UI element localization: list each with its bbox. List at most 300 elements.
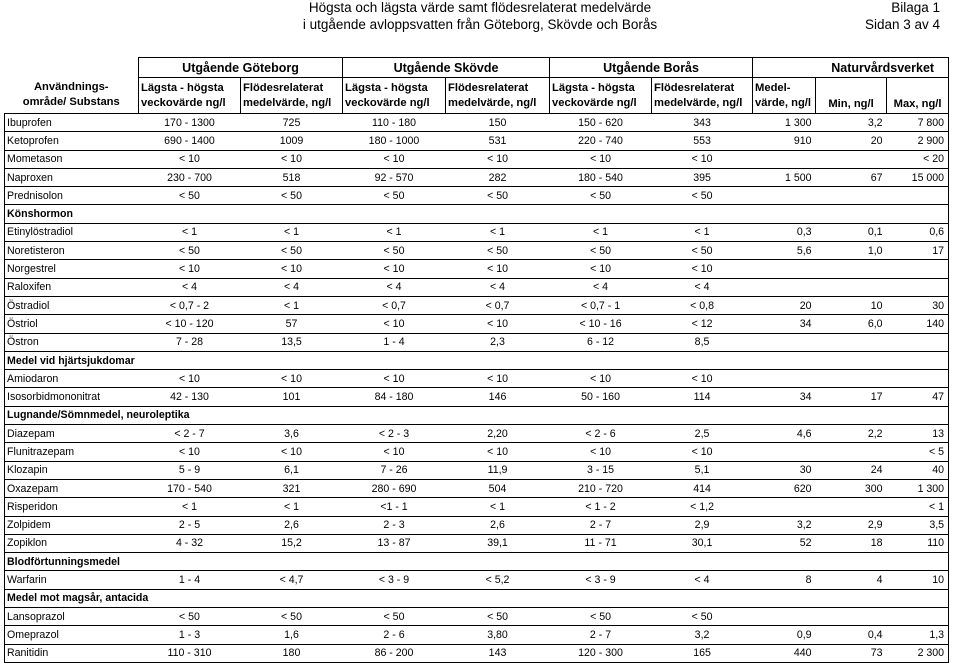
nv-max-cell: 1,3 xyxy=(887,626,949,644)
boras-range-cell: 2 - 7 xyxy=(550,626,652,644)
nv-max-cell: < 1 xyxy=(887,498,949,516)
nv-min-cell: 3,2 xyxy=(816,114,887,132)
goteborg-range-cell: < 10 - 120 xyxy=(139,315,241,333)
skovde-flow-cell: < 10 xyxy=(446,370,550,388)
skovde-flow-cell: 146 xyxy=(446,388,550,406)
boras-flow-cell: 3,2 xyxy=(652,626,753,644)
group-naturvardsverket: Naturvårdsverket xyxy=(753,58,949,78)
boras-flow-cell: < 10 xyxy=(652,370,753,388)
nv-min-cell: 1,0 xyxy=(816,242,887,260)
goteborg-flow-cell: 3,6 xyxy=(241,425,343,443)
category-row xyxy=(5,351,949,369)
nv-max-cell xyxy=(887,278,949,296)
skovde-range-cell: 86 - 200 xyxy=(343,644,446,662)
nv-mean-cell: 0,9 xyxy=(753,626,816,644)
boras-flow-cell: 343 xyxy=(652,114,753,132)
table-row xyxy=(5,498,949,516)
substance-name: Norgestrel xyxy=(5,260,139,278)
category-label: Medel vid hjärtsjukdomar xyxy=(5,351,949,369)
boras-flow-cell: 114 xyxy=(652,388,753,406)
category-row xyxy=(5,406,949,424)
goteborg-range-cell: < 50 xyxy=(139,608,241,626)
skovde-range-cell: < 10 xyxy=(343,315,446,333)
skovde-range-cell: 280 - 690 xyxy=(343,479,446,497)
goteborg-flow-cell: 13,5 xyxy=(241,333,343,351)
nv-max-cell xyxy=(887,333,949,351)
goteborg-range-cell: < 10 xyxy=(139,260,241,278)
skovde-flow-cell: < 0,7 xyxy=(446,296,550,314)
nv-mean-cell xyxy=(753,498,816,516)
nv-min-cell: 20 xyxy=(816,132,887,150)
skovde-range-cell: < 10 xyxy=(343,260,446,278)
skovde-flow-cell: 11,9 xyxy=(446,461,550,479)
boras-range-cell: < 2 - 6 xyxy=(550,425,652,443)
nv-min-cell: 2,2 xyxy=(816,425,887,443)
substance-name: Östron xyxy=(5,333,139,351)
data-table xyxy=(4,57,949,663)
nv-min-cell: 0,4 xyxy=(816,626,887,644)
goteborg-range-cell: 4 - 32 xyxy=(139,534,241,552)
boras-flow-cell: < 50 xyxy=(652,187,753,205)
goteborg-range-cell: < 50 xyxy=(139,242,241,260)
nv-max-cell: 47 xyxy=(887,388,949,406)
table-row xyxy=(5,187,949,205)
nv-max-cell: 2 300 xyxy=(887,644,949,662)
nv-min-cell xyxy=(816,498,887,516)
substance-name: Amiodaron xyxy=(5,370,139,388)
goteborg-flow-cell: 57 xyxy=(241,315,343,333)
skovde-flow-cell: < 10 xyxy=(446,150,550,168)
goteborg-range-cell: < 1 xyxy=(139,498,241,516)
boras-flow-cell: 5,1 xyxy=(652,461,753,479)
goteborg-flow-cell: 518 xyxy=(241,168,343,186)
goteborg-flow-cell: < 10 xyxy=(241,370,343,388)
substance-name: Etinylöstradiol xyxy=(5,223,139,241)
skovde-range-cell: < 50 xyxy=(343,187,446,205)
nv-mean-cell xyxy=(753,333,816,351)
goteborg-range-cell: 1 - 3 xyxy=(139,626,241,644)
nv-mean-cell xyxy=(753,608,816,626)
goteborg-flow-cell: < 1 xyxy=(241,223,343,241)
skovde-flow-cell: < 10 xyxy=(446,260,550,278)
nv-max-cell: 17 xyxy=(887,242,949,260)
table-row xyxy=(5,608,949,626)
table-row xyxy=(5,644,949,662)
nv-max-cell xyxy=(887,608,949,626)
substance-name: Isosorbidmononitrat xyxy=(5,388,139,406)
substance-name: Omeprazol xyxy=(5,626,139,644)
boras-flow-cell: 553 xyxy=(652,132,753,150)
goteborg-range-cell: 42 - 130 xyxy=(139,388,241,406)
nv-mean-cell: 620 xyxy=(753,479,816,497)
substance-name: Mometason xyxy=(5,150,139,168)
skovde-range-cell: 2 - 6 xyxy=(343,626,446,644)
table-row xyxy=(5,132,949,150)
goteborg-flow-cell: 180 xyxy=(241,644,343,662)
boras-flow-cell: < 0,8 xyxy=(652,296,753,314)
goteborg-range-cell: 170 - 1300 xyxy=(139,114,241,132)
skovde-range-cell: < 50 xyxy=(343,242,446,260)
boras-range-cell: 6 - 12 xyxy=(550,333,652,351)
boras-range-cell: < 10 xyxy=(550,260,652,278)
goteborg-range-cell: < 10 xyxy=(139,443,241,461)
skovde-flow-cell: 282 xyxy=(446,168,550,186)
table-row xyxy=(5,516,949,534)
nv-mean-cell: 1 300 xyxy=(753,114,816,132)
header-spacer xyxy=(5,58,139,78)
boras-range-cell: 2 - 7 xyxy=(550,516,652,534)
column-header-row xyxy=(5,78,949,114)
goteborg-range-cell: 2 - 5 xyxy=(139,516,241,534)
skovde-range-cell: < 10 xyxy=(343,370,446,388)
goteborg-flow-cell: < 4 xyxy=(241,278,343,296)
table-row xyxy=(5,626,949,644)
skovde-range-cell: 110 - 180 xyxy=(343,114,446,132)
table-row xyxy=(5,333,949,351)
skovde-flow-cell: 150 xyxy=(446,114,550,132)
substance-name: Zopiklon xyxy=(5,534,139,552)
nv-max-cell: 110 xyxy=(887,534,949,552)
boras-flow-cell: 165 xyxy=(652,644,753,662)
goteborg-flow-cell: < 50 xyxy=(241,242,343,260)
skovde-flow-cell: 504 xyxy=(446,479,550,497)
group-goteborg: Utgående Göteborg xyxy=(139,58,343,78)
nv-mean-cell: 440 xyxy=(753,644,816,662)
nv-mean-cell: 34 xyxy=(753,388,816,406)
substance-name: Östradiol xyxy=(5,296,139,314)
table-row xyxy=(5,168,949,186)
nv-mean-cell: 3,2 xyxy=(753,516,816,534)
nv-min-cell: 6,0 xyxy=(816,315,887,333)
nv-mean-cell: 8 xyxy=(753,571,816,589)
boras-flow-cell: < 10 xyxy=(652,150,753,168)
table-body xyxy=(5,114,949,663)
table-row xyxy=(5,278,949,296)
table-row xyxy=(5,260,949,278)
nv-min-cell xyxy=(816,443,887,461)
goteborg-flow-cell: 2,6 xyxy=(241,516,343,534)
goteborg-range-cell: 5 - 9 xyxy=(139,461,241,479)
boras-flow-header: Flödesrelaterat medelvärde, ng/l xyxy=(652,78,753,114)
skovde-flow-cell: < 1 xyxy=(446,223,550,241)
skovde-range-cell: < 10 xyxy=(343,443,446,461)
goteborg-flow-cell: 1,6 xyxy=(241,626,343,644)
nv-max-cell: 40 xyxy=(887,461,949,479)
boras-flow-cell: 414 xyxy=(652,479,753,497)
boras-flow-cell: < 10 xyxy=(652,443,753,461)
skovde-range-cell: < 3 - 9 xyxy=(343,571,446,589)
nv-mean-cell xyxy=(753,150,816,168)
boras-range-cell: < 4 xyxy=(550,278,652,296)
goteborg-range-cell: < 2 - 7 xyxy=(139,425,241,443)
boras-range-cell: < 10 - 16 xyxy=(550,315,652,333)
boras-range-cell: 50 - 160 xyxy=(550,388,652,406)
goteborg-range-cell: < 50 xyxy=(139,187,241,205)
substance-name: Klozapin xyxy=(5,461,139,479)
goteborg-flow-cell: 1009 xyxy=(241,132,343,150)
boras-range-cell: < 10 xyxy=(550,443,652,461)
category-label: Lugnande/Sömnmedel, neuroleptika xyxy=(5,406,949,424)
boras-flow-cell: 2,5 xyxy=(652,425,753,443)
boras-range-cell: < 1 - 2 xyxy=(550,498,652,516)
boras-range-cell: < 50 xyxy=(550,242,652,260)
skovde-flow-cell: < 5,2 xyxy=(446,571,550,589)
skovde-range-cell: < 2 - 3 xyxy=(343,425,446,443)
substance-name: Noretisteron xyxy=(5,242,139,260)
skovde-flow-cell: < 50 xyxy=(446,608,550,626)
boras-range-cell: < 3 - 9 xyxy=(550,571,652,589)
substance-name: Diazepam xyxy=(5,425,139,443)
skovde-range-cell: 13 - 87 xyxy=(343,534,446,552)
goteborg-flow-cell: < 1 xyxy=(241,296,343,314)
appendix-label: Bilaga 1 xyxy=(891,0,940,15)
boras-flow-cell: 30,1 xyxy=(652,534,753,552)
nv-mean-cell xyxy=(753,370,816,388)
boras-flow-cell: < 10 xyxy=(652,260,753,278)
skovde-range-header: Lägsta - högsta veckovärde ng/l xyxy=(343,78,446,114)
goteborg-flow-cell: < 10 xyxy=(241,260,343,278)
nv-min-cell: 10 xyxy=(816,296,887,314)
category-row xyxy=(5,205,949,223)
goteborg-range-cell: < 0,7 - 2 xyxy=(139,296,241,314)
nv-max-cell: 13 xyxy=(887,425,949,443)
category-row xyxy=(5,589,949,607)
skovde-range-cell: < 50 xyxy=(343,608,446,626)
table-row xyxy=(5,534,949,552)
nv-min-header: Min, ng/l xyxy=(816,78,887,114)
boras-flow-cell: < 50 xyxy=(652,608,753,626)
document-title-line2: i utgående avloppsvatten från Göteborg, Skövde och Borås xyxy=(302,17,658,32)
substance-name: Oxazepam xyxy=(5,479,139,497)
group-skovde: Utgående Skövde xyxy=(343,58,550,78)
goteborg-range-cell: < 1 xyxy=(139,223,241,241)
skovde-range-cell: < 0,7 xyxy=(343,296,446,314)
table-row xyxy=(5,479,949,497)
substance-name: Ranitidin xyxy=(5,644,139,662)
substance-name: Flunitrazepam xyxy=(5,443,139,461)
nv-mean-cell: 4,6 xyxy=(753,425,816,443)
boras-range-cell: 210 - 720 xyxy=(550,479,652,497)
nv-max-cell: 2 900 xyxy=(887,132,949,150)
table-row xyxy=(5,242,949,260)
nv-min-cell xyxy=(816,370,887,388)
boras-flow-cell: < 1,2 xyxy=(652,498,753,516)
nv-max-cell: 15 000 xyxy=(887,168,949,186)
boras-range-cell: < 50 xyxy=(550,608,652,626)
nv-mean-cell: 1 500 xyxy=(753,168,816,186)
boras-flow-cell: 2,9 xyxy=(652,516,753,534)
boras-range-cell: < 1 xyxy=(550,223,652,241)
table-row xyxy=(5,315,949,333)
skovde-range-cell: 92 - 570 xyxy=(343,168,446,186)
skovde-flow-cell: < 50 xyxy=(446,187,550,205)
boras-flow-cell: < 12 xyxy=(652,315,753,333)
substance-name: Prednisolon xyxy=(5,187,139,205)
boras-range-cell: 120 - 300 xyxy=(550,644,652,662)
nv-min-cell xyxy=(816,187,887,205)
goteborg-flow-cell: 725 xyxy=(241,114,343,132)
goteborg-flow-cell: 321 xyxy=(241,479,343,497)
skovde-flow-cell: 3,80 xyxy=(446,626,550,644)
nv-max-cell: 30 xyxy=(887,296,949,314)
goteborg-range-cell: 110 - 310 xyxy=(139,644,241,662)
table-row xyxy=(5,425,949,443)
goteborg-range-cell: 690 - 1400 xyxy=(139,132,241,150)
category-row xyxy=(5,553,949,571)
boras-range-cell: < 10 xyxy=(550,370,652,388)
skovde-flow-header: Flödesrelaterat medelvärde, ng/l xyxy=(446,78,550,114)
nv-min-cell: 300 xyxy=(816,479,887,497)
table-row xyxy=(5,150,949,168)
skovde-flow-cell: 2,20 xyxy=(446,425,550,443)
skovde-flow-cell: 2,3 xyxy=(446,333,550,351)
nv-max-cell xyxy=(887,370,949,388)
skovde-flow-cell: 143 xyxy=(446,644,550,662)
skovde-range-cell: <1 - 1 xyxy=(343,498,446,516)
nv-min-cell xyxy=(816,278,887,296)
nv-mean-cell xyxy=(753,443,816,461)
boras-range-header: Lägsta - högsta veckovärde ng/l xyxy=(550,78,652,114)
nv-max-header: Max, ng/l xyxy=(887,78,949,114)
nv-max-cell: 1 300 xyxy=(887,479,949,497)
boras-range-cell: 3 - 15 xyxy=(550,461,652,479)
goteborg-flow-cell: < 10 xyxy=(241,443,343,461)
nv-min-cell xyxy=(816,150,887,168)
nv-max-cell: 10 xyxy=(887,571,949,589)
boras-flow-cell: < 1 xyxy=(652,223,753,241)
document-title-line1: Högsta och lägsta värde samt flödesrelaterat medelvärde xyxy=(308,0,652,15)
skovde-range-cell: < 1 xyxy=(343,223,446,241)
category-label: Könshormon xyxy=(5,205,949,223)
nv-min-cell: 17 xyxy=(816,388,887,406)
table-row xyxy=(5,370,949,388)
table-row xyxy=(5,571,949,589)
substance-name: Warfarin xyxy=(5,571,139,589)
goteborg-flow-cell: < 4,7 xyxy=(241,571,343,589)
table-row xyxy=(5,114,949,132)
nv-min-cell: 18 xyxy=(816,534,887,552)
table-row xyxy=(5,388,949,406)
nv-min-cell: 0,1 xyxy=(816,223,887,241)
goteborg-range-cell: 170 - 540 xyxy=(139,479,241,497)
boras-range-cell: 180 - 540 xyxy=(550,168,652,186)
skovde-flow-cell: < 50 xyxy=(446,242,550,260)
goteborg-flow-cell: 15,2 xyxy=(241,534,343,552)
nv-mean-cell: 0,3 xyxy=(753,223,816,241)
substance-name: Raloxifen xyxy=(5,278,139,296)
skovde-range-cell: < 4 xyxy=(343,278,446,296)
nv-max-cell: 3,5 xyxy=(887,516,949,534)
boras-range-cell: < 10 xyxy=(550,150,652,168)
nv-min-cell xyxy=(816,333,887,351)
goteborg-flow-cell: 101 xyxy=(241,388,343,406)
nv-max-cell: 0,6 xyxy=(887,223,949,241)
nv-max-cell: < 20 xyxy=(887,150,949,168)
boras-range-cell: < 50 xyxy=(550,187,652,205)
goteborg-range-cell: 230 - 700 xyxy=(139,168,241,186)
nv-min-cell: 67 xyxy=(816,168,887,186)
nv-min-cell xyxy=(816,260,887,278)
nv-mean-cell: 30 xyxy=(753,461,816,479)
goteborg-range-cell: 7 - 28 xyxy=(139,333,241,351)
nv-max-cell xyxy=(887,187,949,205)
page-number: Sidan 3 av 4 xyxy=(864,17,940,32)
substance-name: Lansoprazol xyxy=(5,608,139,626)
nv-mean-cell: 5,6 xyxy=(753,242,816,260)
category-label: Medel mot magsår, antacida xyxy=(5,589,949,607)
table-row xyxy=(5,296,949,314)
nv-min-cell: 4 xyxy=(816,571,887,589)
skovde-flow-cell: < 4 xyxy=(446,278,550,296)
nv-max-cell: < 5 xyxy=(887,443,949,461)
nv-min-cell: 2,9 xyxy=(816,516,887,534)
goteborg-flow-cell: < 50 xyxy=(241,608,343,626)
nv-mean-cell: 910 xyxy=(753,132,816,150)
boras-flow-cell: 395 xyxy=(652,168,753,186)
group-header-row xyxy=(5,58,949,78)
nv-mean-cell xyxy=(753,278,816,296)
goteborg-range-cell: < 10 xyxy=(139,370,241,388)
nv-max-cell: 140 xyxy=(887,315,949,333)
skovde-flow-cell: 531 xyxy=(446,132,550,150)
substance-name: Östriol xyxy=(5,315,139,333)
nv-min-cell: 24 xyxy=(816,461,887,479)
table-row xyxy=(5,223,949,241)
goteborg-flow-header: Flödesrelaterat medelvärde, ng/l xyxy=(241,78,343,114)
skovde-range-cell: 2 - 3 xyxy=(343,516,446,534)
boras-range-cell: 11 - 71 xyxy=(550,534,652,552)
boras-flow-cell: < 4 xyxy=(652,571,753,589)
nv-mean-cell xyxy=(753,260,816,278)
boras-range-cell: < 0,7 - 1 xyxy=(550,296,652,314)
goteborg-flow-cell: 6,1 xyxy=(241,461,343,479)
goteborg-flow-cell: < 1 xyxy=(241,498,343,516)
nv-max-cell xyxy=(887,260,949,278)
category-label: Blodförtunningsmedel xyxy=(5,553,949,571)
table-row xyxy=(5,461,949,479)
group-boras: Utgående Borås xyxy=(550,58,753,78)
goteborg-range-header: Lägsta - högsta veckovärde ng/l xyxy=(139,78,241,114)
nv-max-cell: 7 800 xyxy=(887,114,949,132)
skovde-flow-cell: < 1 xyxy=(446,498,550,516)
substance-header: Användnings- område/ Substans xyxy=(5,78,139,114)
substance-name: Risperidon xyxy=(5,498,139,516)
goteborg-flow-cell: < 50 xyxy=(241,187,343,205)
skovde-range-cell: 1 - 4 xyxy=(343,333,446,351)
nv-mean-cell: 34 xyxy=(753,315,816,333)
skovde-flow-cell: < 10 xyxy=(446,443,550,461)
nv-mean-cell: 52 xyxy=(753,534,816,552)
boras-range-cell: 220 - 740 xyxy=(550,132,652,150)
boras-flow-cell: < 50 xyxy=(652,242,753,260)
skovde-range-cell: 84 - 180 xyxy=(343,388,446,406)
goteborg-range-cell: < 4 xyxy=(139,278,241,296)
substance-name: Ketoprofen xyxy=(5,132,139,150)
boras-range-cell: 150 - 620 xyxy=(550,114,652,132)
skovde-range-cell: 7 - 26 xyxy=(343,461,446,479)
nv-min-cell: 73 xyxy=(816,644,887,662)
substance-name: Zolpidem xyxy=(5,516,139,534)
skovde-flow-cell: 2,6 xyxy=(446,516,550,534)
substance-name: Naproxen xyxy=(5,168,139,186)
skovde-range-cell: < 10 xyxy=(343,150,446,168)
nv-min-cell xyxy=(816,608,887,626)
boras-flow-cell: 8,5 xyxy=(652,333,753,351)
goteborg-range-cell: 1 - 4 xyxy=(139,571,241,589)
skovde-range-cell: 180 - 1000 xyxy=(343,132,446,150)
skovde-flow-cell: 39,1 xyxy=(446,534,550,552)
goteborg-flow-cell: < 10 xyxy=(241,150,343,168)
